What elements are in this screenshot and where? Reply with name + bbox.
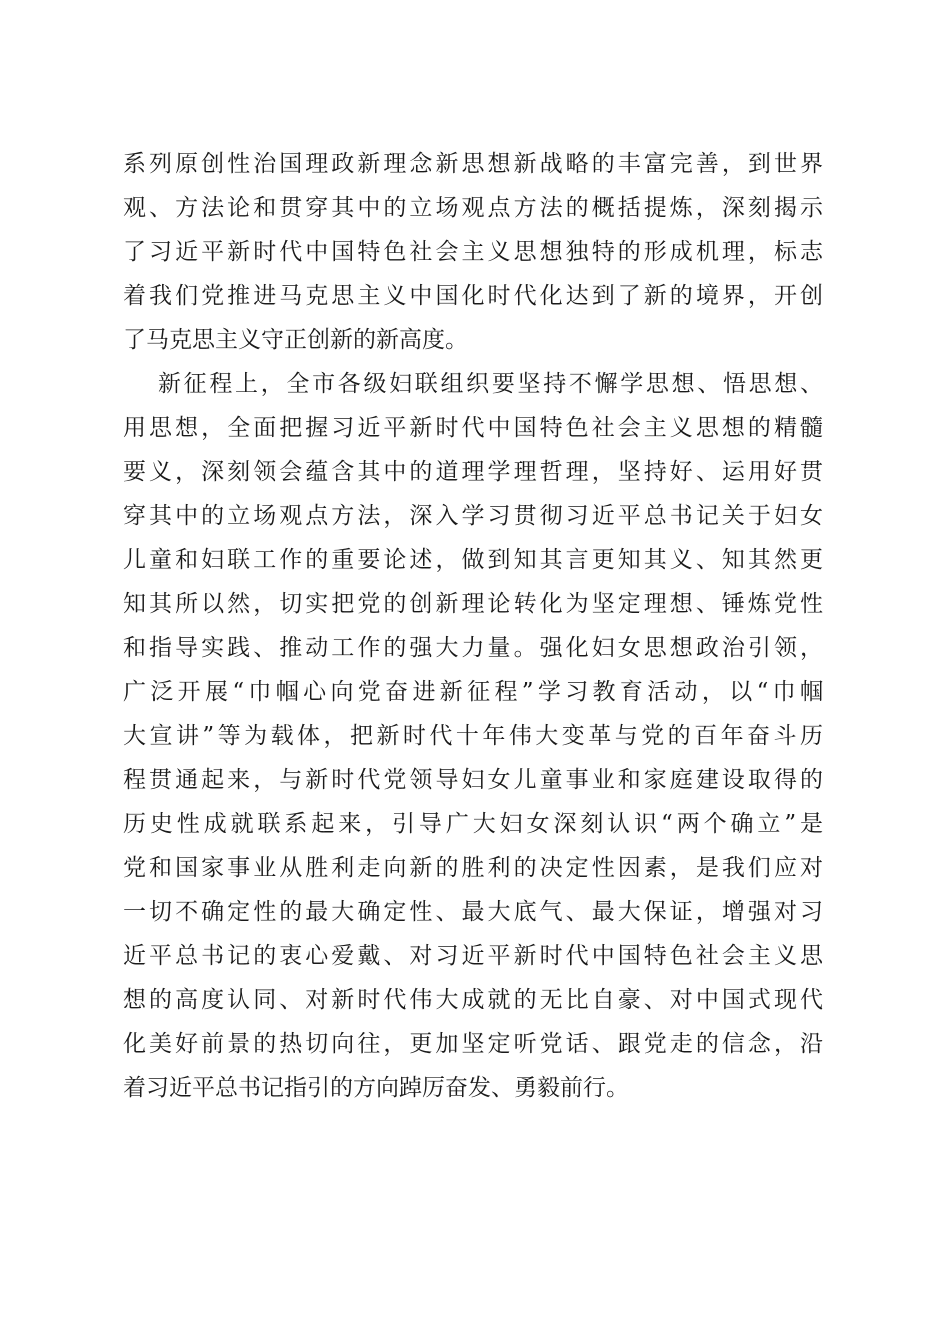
text-line: 党和国家事业从胜利走向新的胜利的决定性因素，是我们应对: [123, 855, 823, 881]
text-line: 了习近平新时代中国特色社会主义思想独特的形成机理，标志: [123, 239, 823, 265]
text-line: 穿其中的立场观点方法，深入学习贯彻习近平总书记关于妇女: [123, 503, 823, 529]
text-line: 用思想，全面把握习近平新时代中国特色社会主义思想的精髓: [123, 415, 823, 441]
text-line: 知其所以然，切实把党的创新理论转化为坚定理想、锤炼党性: [123, 591, 823, 617]
text-line: 大宣讲”等为载体，把新时代十年伟大变革与党的百年奋斗历: [123, 723, 823, 749]
text-line: 广泛开展“巾帼心向党奋进新征程”学习教育活动，以“巾帼: [123, 679, 823, 705]
text-line: 着习近平总书记指引的方向踔厉奋发、勇毅前行。: [123, 1075, 629, 1101]
text-line: 近平总书记的衷心爱戴、对习近平新时代中国特色社会主义思: [123, 943, 823, 969]
text-line: 着我们党推进马克思主义中国化时代化达到了新的境界，开创: [123, 283, 823, 309]
text-line: 程贯通起来，与新时代党领导妇女儿童事业和家庭建设取得的: [123, 767, 823, 793]
text-line: 想的高度认同、对新时代伟大成就的无比自豪、对中国式现代: [123, 987, 823, 1013]
text-line: 了马克思主义守正创新的新高度。: [123, 327, 468, 353]
text-line: 和指导实践、推动工作的强大力量。强化妇女思想政治引领，: [123, 635, 823, 661]
text-line: 要义，深刻领会蕴含其中的道理学理哲理，坚持好、运用好贯: [123, 459, 823, 485]
text-line: 儿童和妇联工作的重要论述，做到知其言更知其义、知其然更: [123, 547, 823, 573]
text-line: 历史性成就联系起来，引导广大妇女深刻认识“两个确立”是: [123, 811, 823, 837]
text-line: 新征程上，全市各级妇联组织要坚持不懈学思想、悟思想、: [158, 371, 823, 397]
text-line: 系列原创性治国理政新理念新思想新战略的丰富完善，到世界: [123, 151, 823, 177]
text-line: 观、方法论和贯穿其中的立场观点方法的概括提炼，深刻揭示: [123, 195, 823, 221]
text-line: 一切不确定性的最大确定性、最大底气、最大保证，增强对习: [123, 899, 823, 925]
text-line: 化美好前景的热切向往，更加坚定听党话、跟党走的信念，沿: [123, 1031, 823, 1057]
